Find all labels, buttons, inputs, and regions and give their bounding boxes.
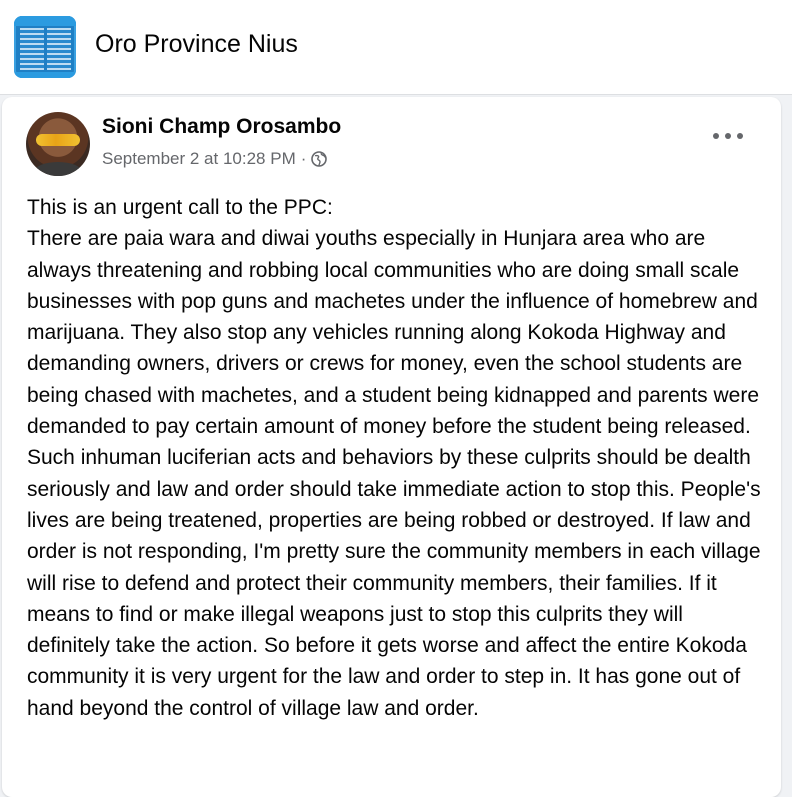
meta-separator: ·	[300, 149, 307, 168]
post-card	[2, 97, 781, 797]
globe-icon[interactable]	[311, 151, 327, 167]
group-cover-thumbnail[interactable]	[14, 16, 76, 78]
ellipsis-icon[interactable]	[713, 130, 743, 142]
post-timestamp[interactable]: September 2 at 10:28 PM	[102, 149, 296, 168]
post-body-text: This is an urgent call to the PPC: There are paia wara and diwai youths especially in Hunjara area who are always threatening and robbing local communities who are doing small scale businesses with pop guns and machetes under the influence of homebrew and marijuana. They also stop any vehicles running along Kokoda Highway and demanding owners, drivers or crews for money, even the school students are being chased with machetes, and a student being kidnapped and parents were demanded to pay certain amount of money before the student being released. Such inhuman luciferian acts and behaviors by these culprits should be dealth seriously and law and order should take immediate action to stop this. People's lives are being treatened, properties are being robbed or destroyed. If law and order is not responding, I'm pretty sure the community members in each village will rise to defend and protect their community members, their families. If it means to find or make illegal weapons just to stop this culprits they will definitely take the action. So before it gets worse and affect the entire Kokoda community it is very urgent for the law and order to step in. It has gone out of hand beyond the control of village law and order.	[27, 196, 761, 720]
post-meta	[102, 149, 327, 169]
group-name[interactable]: Oro Province Nius	[95, 30, 298, 58]
avatar-photo-shirt	[34, 162, 82, 176]
group-header	[0, 0, 792, 95]
post-author-name[interactable]: Sioni Champ Orosambo	[102, 115, 342, 138]
author-avatar[interactable]	[26, 112, 90, 176]
avatar-photo-glasses	[36, 134, 80, 146]
